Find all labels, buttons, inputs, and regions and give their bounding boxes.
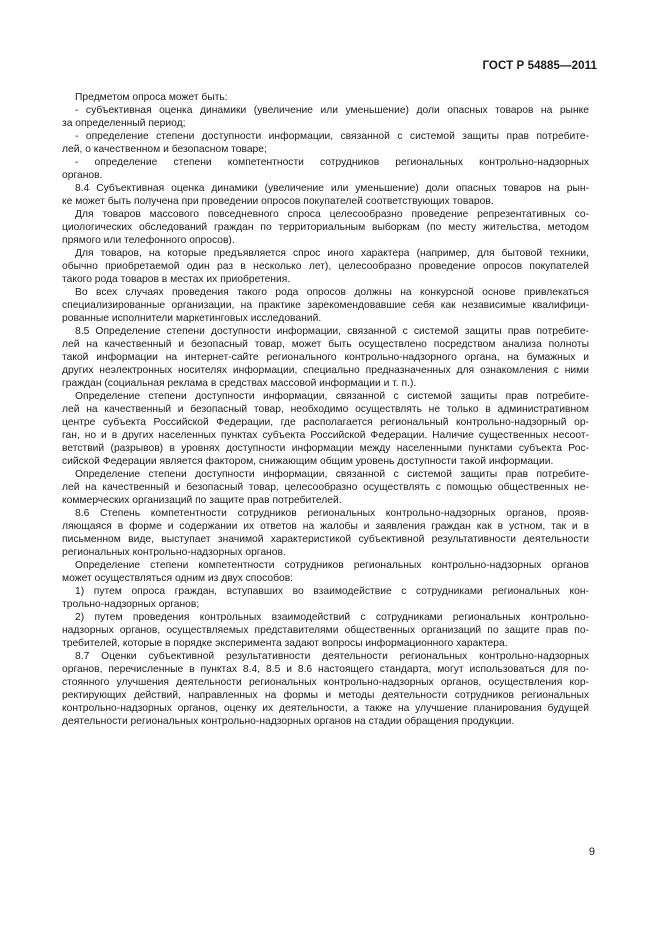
text-line: сийской Федерации является фактором, снижающим общим уровень доступности такой информации.	[62, 456, 554, 467]
paragraph	[62, 247, 589, 286]
text-line: Для товаров массового повседневного спроса целесообразно проведение репрезентативных со-	[75, 209, 589, 220]
text-line: Для товаров, на которые предъявляется спрос иного характера (например, для бытовой техники,	[75, 248, 589, 259]
text-line: рованные исполнители маркетинговых исследований.	[62, 313, 322, 324]
text-line: 8.6 Степень компетентности сотрудников региональных контрольно-надзорных органов, прояв-	[75, 508, 589, 519]
paragraph	[62, 104, 589, 130]
text-line: деятельности региональных контрольно-надзорных органов на стадии обращения продукции.	[62, 716, 515, 727]
text-line: региональных контрольно-надзорных органов.	[62, 547, 286, 558]
text-line: прямого или телефонного опросов).	[62, 235, 235, 246]
text-line: - субъективная оценка динамики (увеличение или уменьшение) доли опасных товаров на рынке	[75, 105, 589, 116]
text-line: трольно-надзорных органов;	[62, 599, 200, 610]
paragraph	[62, 650, 589, 728]
text-line: ке может быть получена при проведении опросов покупателей соответствующих товаров.	[62, 196, 494, 207]
text-line: 8.7 Оценки субъективной результативности деятельности региональных контрольно-надзорных	[75, 651, 589, 662]
text-line: надзорных органов, осуществляемых представителями общественных организаций по защите прав по-	[62, 625, 589, 636]
text-line: письменном виде, выступает значимой характеристикой субъективной результативности деятельности	[62, 534, 589, 545]
text-line: лей на качественный и безопасный товар, может быть осуществлено посредством анализа полноты	[62, 339, 589, 350]
paragraph	[62, 130, 589, 156]
text-line: - определение степени компетентности сотрудников региональных контрольно-надзорных	[75, 157, 589, 168]
paragraph	[62, 286, 589, 325]
text-line: может осуществляться одним из двух способов:	[62, 573, 294, 584]
paragraph	[62, 390, 589, 468]
text-line: 8.4 Субъективная оценка динамики (увеличение или уменьшение) доли опасных товаров на рын-	[75, 183, 589, 194]
text-line: обычно приобретаемой один раз в несколько лет), целесообразно проведение опросов покупателей	[62, 261, 589, 272]
text-line: Определение степени доступности информации, связанной с системой защиты прав потребите-	[75, 469, 589, 480]
paragraph	[62, 325, 589, 390]
text-line: 8.5 Определение степени доступности информации, связанной с системой защиты прав потребите-	[75, 326, 589, 337]
text-line: лей на качественный и безопасный товар, целесообразно осуществлять с помощью общественных не-	[62, 482, 589, 493]
text-line: ректирующих действий, направленных на формы и методы деятельности сотрудников региональных	[62, 690, 589, 701]
paragraph	[62, 611, 589, 650]
paragraph	[62, 507, 589, 559]
text-line: 1) путем опроса граждан, вступавших во взаимодействие с сотрудниками региональных кон-	[75, 586, 589, 597]
text-line: граждан (социальная реклама в средствах массовой информации и т. п.).	[62, 378, 417, 389]
text-line: органов, перечисленные в пунктах 8.4, 8.5 и 8.6 настоящего стандарта, могут использоваться для по-	[62, 664, 589, 675]
text-line: ган, но и в других населенных пунктах субъекта Российской Федерации. Наличие существенных несоот-	[62, 430, 589, 441]
text-line: ляющаяся в форме и содержании их ответов на жалобы и заявления граждан как в устном, так и в	[62, 521, 589, 532]
text-line: 2) путем проведения контрольных взаимодействий с сотрудниками региональных контрольно-	[75, 612, 589, 623]
text-line: центре субъекта Российской Федерации, где располагается региональный контрольно-надзорный ор-	[62, 417, 589, 428]
text-line: стоянного улучшения деятельности региональных контрольно-надзорных органов, осуществления кор-	[62, 677, 589, 688]
paragraph	[62, 208, 589, 247]
text-line: Предметом опроса может быть:	[75, 92, 228, 103]
text-line: ветствий (разрывов) в уровнях доступности информации между населенными пунктами субъекта Рос-	[62, 443, 589, 454]
text-line: лей на качественный и безопасный товар, необходимо осуществлять не только в административном	[62, 404, 589, 415]
text-line: специализированные организации, на практике зарекомендовавшие себя как независимые квалифици-	[62, 300, 589, 311]
text-line: такой информации на интернет-сайте регионального контрольно-надзорного органа, на бумажных и	[62, 352, 589, 363]
text-line: циологических обследований граждан по территориальным выборкам (по месту жительства, методом	[62, 222, 589, 233]
text-line: контрольно-надзорных органов, оценку их деятельности, а также на улучшение планирования будущей	[62, 703, 589, 714]
text-line: других неэлектронных носителях информации, специально предназначенных для ознакомления с ними	[62, 365, 589, 376]
text-line: Определение степени компетентности сотрудников региональных контрольно-надзорных органов	[75, 560, 589, 571]
paragraph	[62, 559, 589, 585]
paragraph	[62, 585, 589, 611]
paragraph	[62, 91, 589, 104]
text-line: за определенный период;	[62, 118, 186, 129]
document-standard-id: ГОСТ Р 54885—2011	[482, 60, 597, 72]
paragraph	[62, 468, 589, 507]
text-line: органов.	[62, 170, 103, 181]
text-line: лей, о качественном и безопасном товаре;	[62, 144, 267, 155]
document-body	[62, 91, 589, 728]
text-line: - определение степени доступности информации, связанной с системой защиты прав потребите-	[75, 131, 589, 142]
paragraph	[62, 156, 589, 182]
text-line: такого рода товаров в местах их приобретения.	[62, 274, 291, 285]
text-line: Определение степени доступности информации, связанной с системой защиты прав потребите-	[75, 391, 589, 402]
text-line: коммерческих организаций по защите прав потребителей.	[62, 495, 342, 506]
paragraph	[62, 182, 589, 208]
page-number: 9	[588, 846, 595, 858]
text-line: Во всех случаях проведения такого рода опросов должны на конкурсной основе привлекаться	[75, 287, 589, 298]
text-line: требителей, которые в порядке эксперимента задают вопросы информационного характера.	[62, 638, 508, 649]
